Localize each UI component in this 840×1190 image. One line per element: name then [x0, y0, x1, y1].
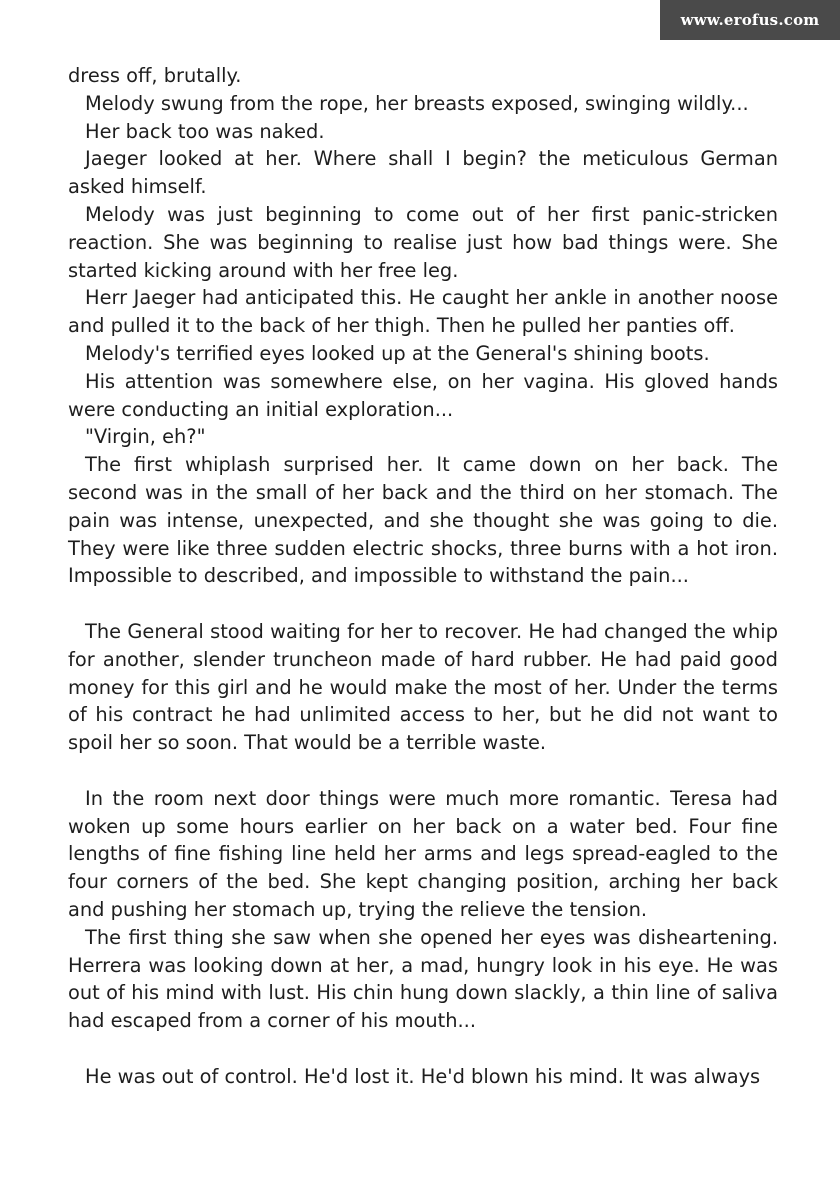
paragraph: In the room next door things were much more romantic. Teresa had woken up some hours earlier on her back on a water bed. Four fine lengths of fine fishing line held her arms and legs spread-eagled to the four corners of the bed. She kept changing position, arching her back and pushing her stomach up, trying the relieve the tension. [68, 786, 778, 921]
paragraph: Her back too was naked. [85, 119, 325, 143]
paragraph: Herr Jaeger had anticipated this. He caught her ankle in another noose and pulled it to the back of her thigh. Then he pulled her panties off. [68, 286, 778, 338]
paragraph: "Virgin, eh?" [85, 425, 206, 449]
paragraph-gap [68, 590, 778, 618]
watermark-text: www.erofus.com [680, 11, 820, 29]
paragraph: The first thing she saw when she opened her eyes was disheartening. Herrera was looking down at her, a mad, hungry look in his eye. He was out of his mind with lust. His chin hung down slackly, a thin line of saliva had escaped from a corner of his mouth... [68, 925, 778, 1033]
watermark-banner[interactable] [660, 0, 840, 40]
paragraph: The General stood waiting for her to recover. He had changed the whip for another, slender truncheon made of hard rubber. He had paid good money for this girl and he would make the most of her. Under the terms of his contract he had unlimited access to her, but he did not want to spoil her so soon. That would be a terrible waste. [68, 619, 778, 755]
paragraph: Jaeger looked at her. Where shall I begin? the meticulous German asked himself. [68, 147, 778, 199]
paragraph: The first whiplash surprised her. It came down on her back. The second was in the small of her back and the third on her stomach. The pain was intense, unexpected, and she thought she was going to die. They were like three sudden electric shocks, three burns with a hot iron. Impossible to described, and impossible to withstand the pain... [68, 453, 778, 588]
paragraph: Melody swung from the rope, her breasts exposed, swinging wildly... [85, 91, 749, 115]
page-body [68, 62, 778, 1090]
paragraph-gap [68, 757, 778, 785]
paragraph-gap [68, 1035, 778, 1063]
paragraph: Melody's terrified eyes looked up at the General's shining boots. [85, 341, 710, 365]
paragraph: dress off, brutally. [68, 64, 242, 87]
paragraph: He was out of control. He'd lost it. He'd blown his mind. It was always [85, 1064, 761, 1088]
paragraph: His attention was somewhere else, on her vagina. His gloved hands were conducting an initial exploration... [68, 369, 778, 421]
paragraph: Melody was just beginning to come out of her first panic-stricken reaction. She was beginning to realise just how bad things were. She started kicking around with her free leg. [68, 202, 778, 282]
